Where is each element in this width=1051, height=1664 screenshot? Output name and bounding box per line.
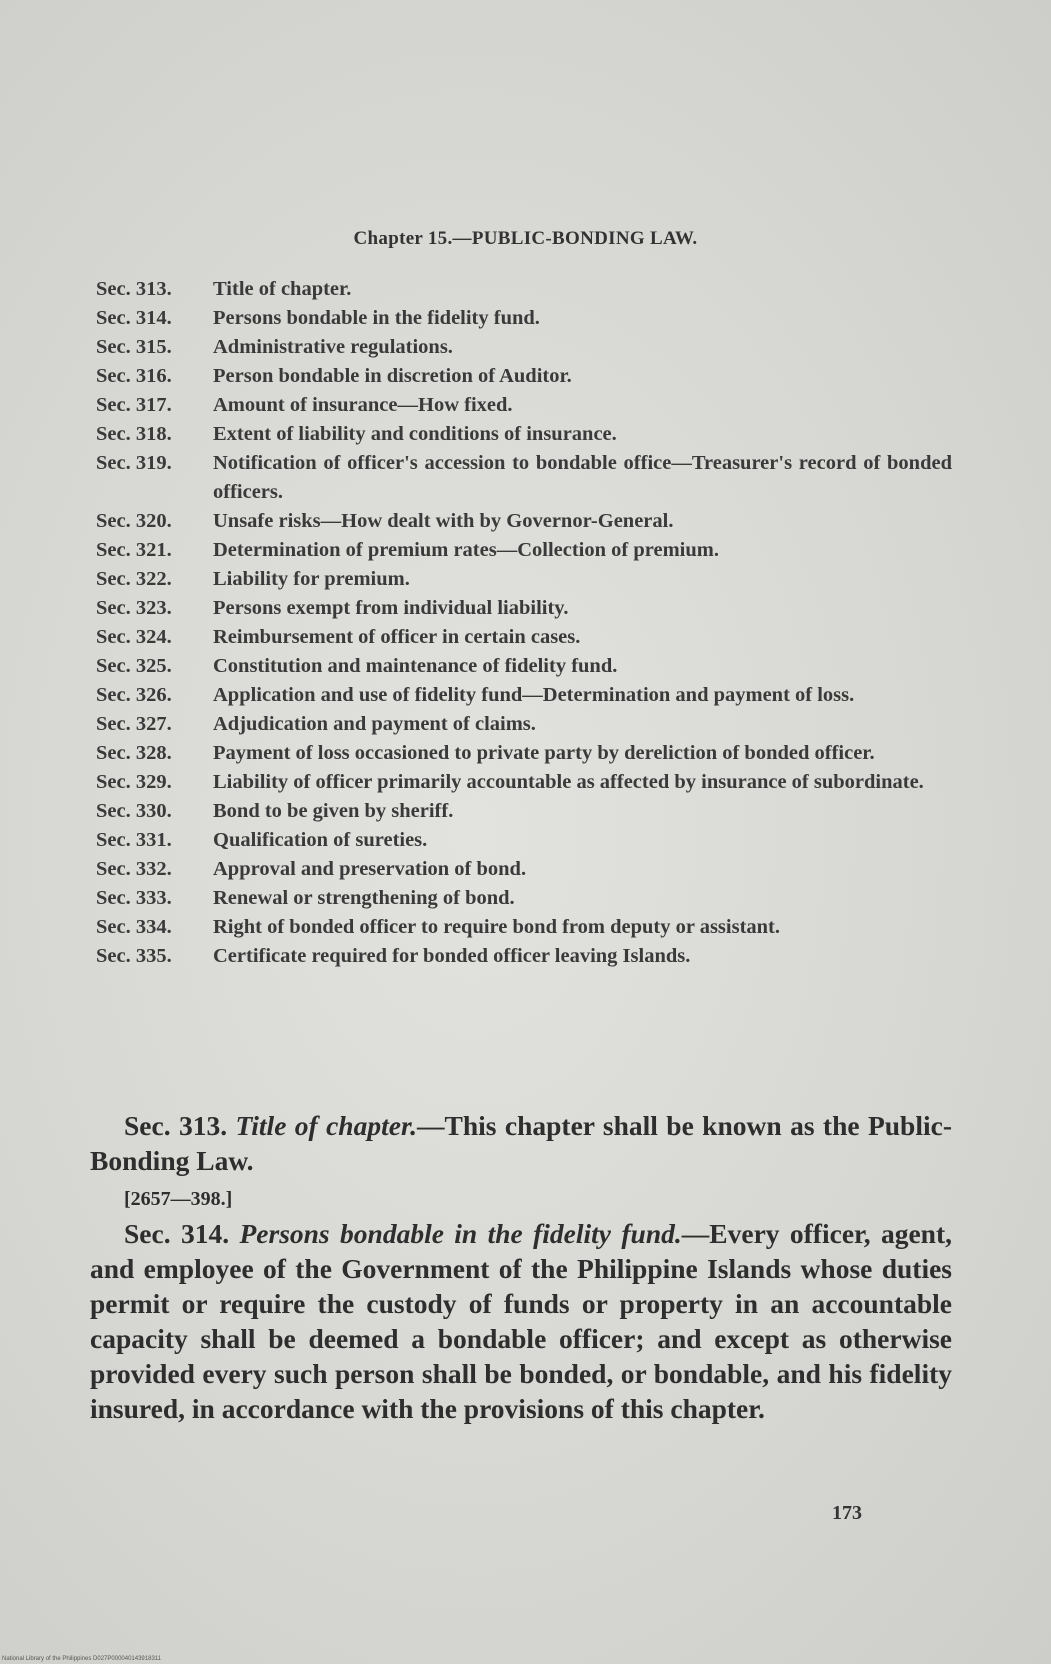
toc-entry [96,391,952,420]
toc-section-title: Qualification of sureties. [213,829,428,851]
toc-section-title: Certificate required for bonded officer leaving Islands. [213,945,691,967]
toc-section-number: Sec. 332. [96,858,172,880]
toc-entry [96,797,952,826]
toc-section-number: Sec. 316. [96,365,172,387]
toc-section-title: Extent of liability and conditions of insurance. [213,423,617,445]
toc-section-number: Sec. 317. [96,394,172,416]
section-text: —This chapter shall be known as the Public-Bonding Law. [90,1110,952,1176]
toc-entry [96,942,952,971]
toc-section-number: Sec. 331. [96,829,172,851]
toc-entry [96,304,952,333]
toc-section-title: Bond to be given by sheriff. [213,800,454,822]
section-heading: Persons bondable in the fidelity fund. [239,1218,682,1249]
toc-section-number: Sec. 325. [96,655,172,677]
toc-section-title: Reimbursement of officer in certain cases. [213,626,581,648]
toc-entry [96,623,952,652]
page-number: 173 [832,1502,862,1524]
toc-section-number: Sec. 315. [96,336,172,358]
toc-section-title: Persons exempt from individual liability. [213,597,569,619]
chapter-body [90,1108,952,1426]
toc-section-title: Notification of officer's accession to bondable office—Treasurer's record of bonded officers. [213,452,952,503]
toc-section-title: Constitution and maintenance of fidelity fund. [213,655,618,677]
toc-section-number: Sec. 319. [96,452,172,474]
toc-section-title: Persons bondable in the fidelity fund. [213,307,540,329]
section-314-paragraph [90,1216,952,1426]
toc-section-title: Determination of premium rates—Collection of premium. [213,539,719,561]
toc-section-number: Sec. 313. [96,278,172,300]
toc-section-title: Renewal or strengthening of bond. [213,887,515,909]
toc-section-number: Sec. 321. [96,539,172,561]
toc-section-number: Sec. 318. [96,423,172,445]
toc-section-title: Liability for premium. [213,568,410,590]
toc-section-title: Adjudication and payment of claims. [213,713,536,735]
toc-section-title: Payment of loss occasioned to private party by dereliction of bonded officer. [213,742,875,764]
section-heading: Title of chapter. [235,1110,417,1141]
toc-section-number: Sec. 335. [96,945,172,967]
scan-credit: National Library of the Philippines D027P000040143918311 [2,1656,162,1662]
section-313-paragraph [90,1108,952,1178]
toc-entry [96,594,952,623]
toc-section-title: Person bondable in discretion of Auditor. [213,365,572,387]
toc-section-title: Amount of insurance—How fixed. [213,394,513,416]
toc-section-title: Right of bonded officer to require bond from deputy or assistant. [213,916,781,938]
toc-section-number: Sec. 328. [96,742,172,764]
section-number: Sec. 313. [124,1110,228,1141]
toc-section-number: Sec. 323. [96,597,172,619]
toc-entry [96,507,952,536]
toc-section-number: Sec. 334. [96,916,172,938]
toc-section-title: Administrative regulations. [213,336,453,358]
toc-section-number: Sec. 326. [96,684,172,706]
section-contents-list [96,275,952,971]
chapter-heading: Chapter 15.—PUBLIC-BONDING LAW. [353,228,698,249]
toc-section-number: Sec. 330. [96,800,172,822]
section-text: —Every officer, agent, and employee of the Government of the Philippine Islands whose duties permit or require the custody of funds or property in an accountable capacity shall be deemed a bondable officer; and except as otherwise provided every such person shall be bonded, or bondable, and his fidelity insured, in accordance with the provisions of this chapter. [90,1218,952,1424]
toc-entry [96,565,952,594]
toc-section-title: Unsafe risks—How dealt with by Governor-General. [213,510,674,532]
toc-section-title: Approval and preservation of bond. [213,858,527,880]
toc-entry [96,710,952,739]
toc-section-title: Title of chapter. [213,278,352,300]
section-citation: [2657—398.] [124,1188,233,1210]
toc-entry [96,681,952,710]
toc-section-number: Sec. 314. [96,307,172,329]
toc-section-number: Sec. 324. [96,626,172,648]
toc-section-title: Application and use of fidelity fund—Determination and payment of loss. [213,684,855,706]
section-number: Sec. 314. [124,1218,230,1249]
toc-section-number: Sec. 333. [96,887,172,909]
toc-entry [96,333,952,362]
toc-section-title: Liability of officer primarily accountable as affected by insurance of subordinate. [213,771,924,793]
toc-entry [96,855,952,884]
toc-section-number: Sec. 322. [96,568,172,590]
toc-entry [96,768,952,797]
toc-entry [96,884,952,913]
toc-entry [96,652,952,681]
toc-entry [96,536,952,565]
toc-section-number: Sec. 329. [96,771,172,793]
toc-entry [96,275,952,304]
toc-entry [96,739,952,768]
toc-entry [96,449,952,507]
toc-entry [96,913,952,942]
toc-entry [96,362,952,391]
toc-entry [96,826,952,855]
toc-entry [96,420,952,449]
toc-section-number: Sec. 320. [96,510,172,532]
toc-section-number: Sec. 327. [96,713,172,735]
